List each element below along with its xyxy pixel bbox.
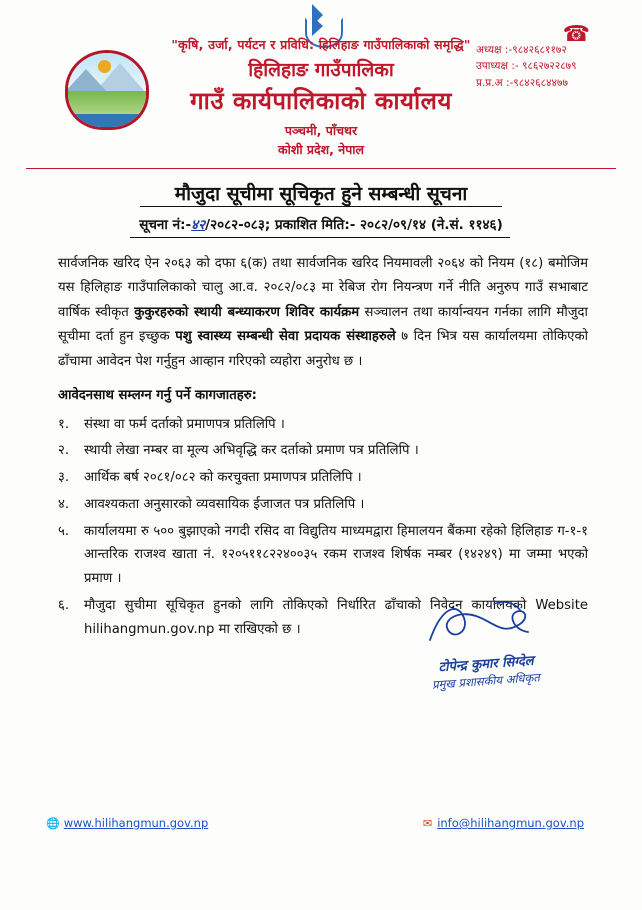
notice-number-prefix: सूचना नं:- xyxy=(139,217,192,233)
email-link[interactable] xyxy=(423,816,584,830)
header-slogan: "कृषि, उर्जा, पर्यटन र प्रविधि: हिलिहाङ गाउँपालिकाको समृद्धि" xyxy=(171,37,471,52)
title-underline xyxy=(140,206,502,207)
header-organization: हिलिहाङ गाउँपालिका xyxy=(248,59,394,81)
list-item-index: २. xyxy=(58,443,70,459)
subtitle-underline xyxy=(130,237,510,238)
list-item-index: ४. xyxy=(58,496,70,512)
header-place-line-2: कोशी प्रदेश, नेपाल xyxy=(277,142,365,157)
list-item xyxy=(58,493,588,517)
paragraph-1-part-c: ७ दिन भित्र यस कार्यालयमा तोकिएको ढाँचामा आवेदन पेश गर्नुहुन आव्हान गरिएको व्यहोरा अनुरोध छ । xyxy=(58,329,588,369)
letterhead-header xyxy=(0,0,642,172)
envelope-icon: ✉ xyxy=(422,817,433,830)
website-url: www.hilihangmun.gov.np xyxy=(63,816,209,830)
paragraph-1-highlight-2: पशु स्वास्थ्य सम्बन्धी सेवा प्रदायक संस्थाहरुले xyxy=(175,329,396,345)
body-paragraph-1 xyxy=(58,252,588,374)
document-body xyxy=(58,252,588,644)
list-item xyxy=(58,466,588,490)
contact-chairperson: अध्यक्ष :-९८४२६८११७२ xyxy=(476,44,567,56)
list-item xyxy=(58,520,588,591)
handwritten-signature-icon xyxy=(424,596,544,654)
paragraph-1-part-a: सार्वजनिक खरिद ऐन २०६३ को दफा ६(क) तथा सार्वजनिक खरिद नियमावली २०६४ को नियम (१८) बमोजिम यस हिलिहाङ गाउँपालिकाको चालु आ.व. २०८२/०८३ मा रेबिज रोग नियन्त्रण गर्ने नीति अनुरुप गाउँ सभाबाट वार्षिक स्वीकृत xyxy=(58,256,588,320)
list-item-text: आवश्यकता अनुसारको व्यवसायिक ईजाजत पत्र प्रतिलिपि । xyxy=(84,496,365,512)
email-address: info@hilihangmun.gov.np xyxy=(437,816,584,830)
notice-number-handwritten: ४२ xyxy=(191,217,206,233)
header-office-title: गाउँ कार्यपालिकाको कार्यालय xyxy=(190,87,452,115)
document-title: मौजुदा सूचीमा सूचिकृत हुने सम्बन्धी सूचना xyxy=(174,183,468,205)
paragraph-1-part-b: सञ्चालन तथा कार्यान्वयन गर्नका लागि मौजुदा सूचीमा दर्ता हुन इच्छुक xyxy=(58,304,588,345)
list-item-text: संस्था वा फर्म दर्ताको प्रमाणपत्र प्रतिलिपि । xyxy=(84,416,285,432)
list-item-text: स्थायी लेखा नम्बर वा मूल्य अभिवृद्धि कर दर्ताको प्रमाण पत्र प्रतिलिपि । xyxy=(84,443,419,459)
list-item xyxy=(58,413,588,437)
list-item-index: १. xyxy=(58,416,70,432)
notice-date: /२०८२-०८३; प्रकाशित मिति:- २०८२/०९/१४ (ने.सं. ११४६) xyxy=(205,217,503,233)
document-subtitle xyxy=(0,215,642,233)
list-item-index: ६. xyxy=(58,597,70,613)
header-place-line-1: पञ्चमी, पाँचथर xyxy=(284,123,358,138)
contact-numbers xyxy=(476,42,626,91)
contact-chief-admin: प्र.प्र.अ :-९८४२६८४४७७ xyxy=(476,76,568,89)
list-item-text: आर्थिक बर्ष २०८१/०८२ को करचुक्ता प्रमाणपत्र प्रतिलिपि । xyxy=(84,470,362,486)
list-item-index: ५. xyxy=(58,523,70,539)
header-divider xyxy=(26,168,616,169)
website-link[interactable] xyxy=(46,816,208,830)
list-item xyxy=(58,439,588,463)
contact-vice-chairperson: उपाध्यक्ष :- ९८६२७२२८७९ xyxy=(476,60,577,73)
list-item-text: कार्यालयमा रु ५०० बुझाएको नगदी रसिद वा विद्युतिय माध्यमद्वारा हिमालयन बैंकमा रहेको हिलिहाङ ग-१-१ आन्तरिक राजश्व खाता नं. १२०५११८२२४००३५ रकम राजश्व शिर्षक नम्बर (१४२४९) मा जम्मा भएको प्रमाण । xyxy=(84,523,588,587)
globe-icon: 🌐 xyxy=(46,817,60,830)
paragraph-1-highlight-1: कुकुरहरुको स्थायी बन्ध्याकरण शिविर कार्यक्रम xyxy=(134,304,360,320)
document-footer xyxy=(0,816,642,856)
telephone-icon: ☎ xyxy=(562,22,590,47)
signature-block xyxy=(386,596,586,706)
signatory-name: टोपेन्द्र कुमार सिग्देल xyxy=(438,653,535,676)
documents-required-heading: आवेदनसाथ सम्लग्न गर्नु पर्ने कागजातहरु: xyxy=(58,388,257,404)
list-item-text: मौजुदा सुचीमा सूचिकृत हुनको लागि तोकिएको निर्धारित ढाँचाको निवेदन कार्यालयको Website hilihangmun.gov.np मा राखिएको छ । xyxy=(84,597,588,637)
signatory-post: प्रमुख प्रशासकीय अधिकृत xyxy=(431,670,541,692)
list-item-index: ३. xyxy=(58,470,70,486)
